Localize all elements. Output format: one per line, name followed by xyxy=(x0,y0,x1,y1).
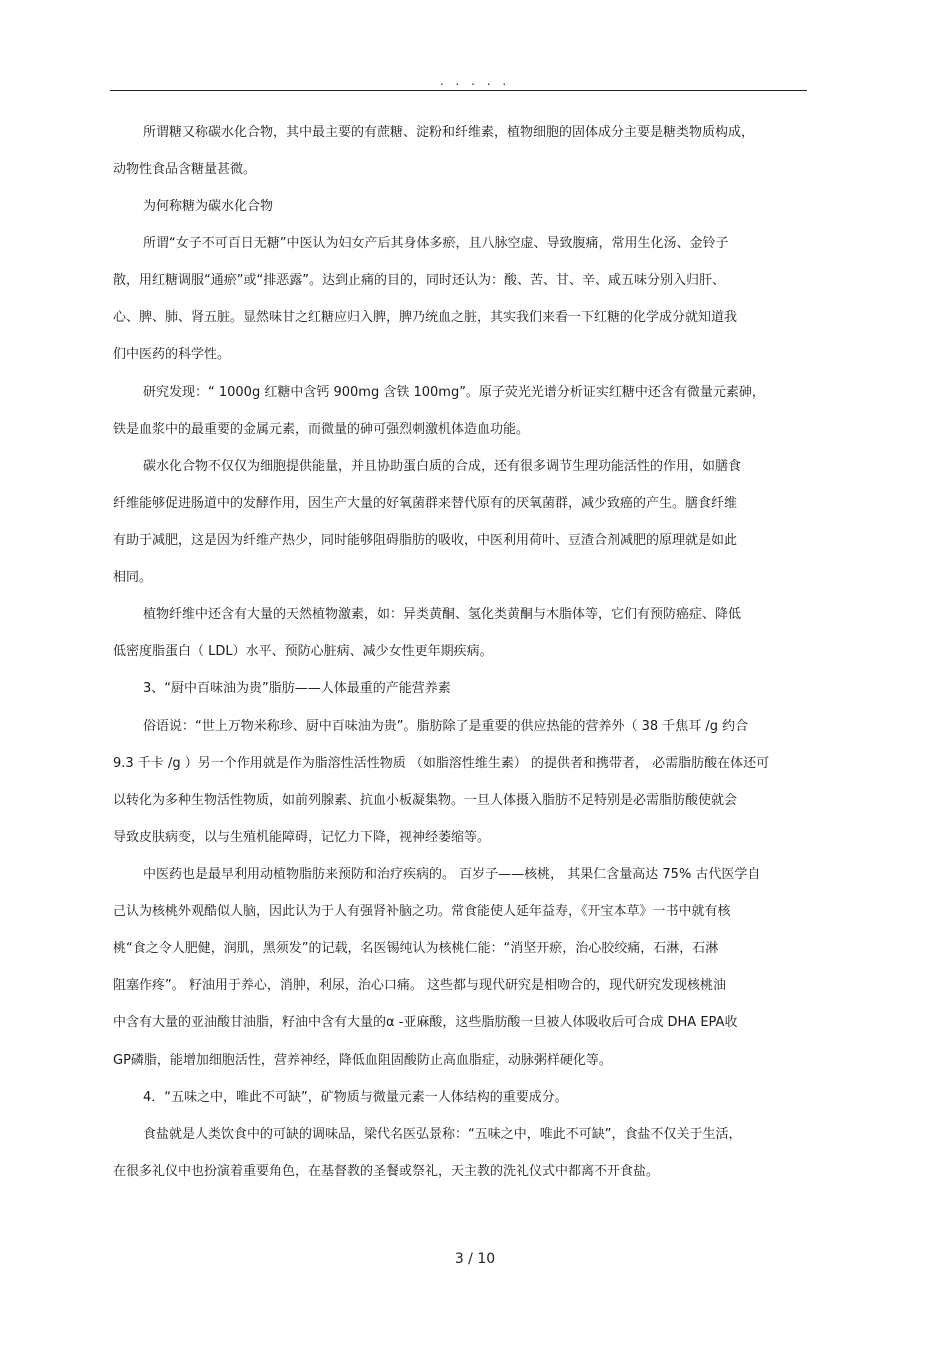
text-line: 相同。 xyxy=(113,570,153,585)
text-line: 有助于减肥，这是因为纤维产热少，同时能够阻碍脂肪的吸收，中医利用荷叶、豆渣合剂减肥的原理就是如此 xyxy=(113,533,738,548)
text-line: 铁是血浆中的最重要的金属元素，而微量的砷可强烈刺激机体造血功能。 xyxy=(113,422,530,437)
section-heading: 4．“五味之中，唯此不可缺”，矿物质与微量元素一人体结构的重要成分。 xyxy=(143,1090,568,1105)
text-line: 中医药也是最早利用动植物脂肪来预防和治疗疾病的。 百岁子——核桃， 其果仁含量高达 75% 古代医学自 xyxy=(143,867,761,882)
text-line: 们中医药的科学性。 xyxy=(113,347,231,362)
page-header-dots: . . . . . xyxy=(439,74,511,88)
text-line: 以转化为多种生物活性物质，如前列腺素、抗血小板凝集物。一旦人体摄入脂肪不足特别是必需脂肪酸使就会 xyxy=(113,793,738,808)
text-line: 纤维能够促进肠道中的发酵作用，因生产大量的好氧菌群来替代原有的厌氧菌群，减少致癌的产生。膳食纤维 xyxy=(113,496,738,511)
text-line: 研究发现：“ 1000g 红糖中含钙 900mg 含铁 100mg”。原子荧光光谱分析证实红糖中还含有微量元素砷， xyxy=(143,385,765,400)
section-heading: 3、“厨中百味油为贵”脂肪——人体最重的产能营养素 xyxy=(143,681,451,696)
text-line: GP磷脂，能增加细胞活性，营养神经，降低血阻固酸防止高血脂症，动脉粥样硬化等。 xyxy=(113,1053,612,1068)
text-line: 所谓“女子不可百日无糖”中医认为妇女产后其身体多瘀，且八脉空虚、导致腹痛，常用生化汤、金铃子 xyxy=(143,236,729,251)
text-line: 所谓糖又称碳水化合物，其中最主要的有蔗糖、淀粉和纤维素，植物细胞的固体成分主要是糖类物质构成， xyxy=(143,125,755,140)
text-line: 己认为核桃外观酷似人脑，因此认为于人有强肾补脑之功。常食能使人延年益寿，《开宝本草》一书中就有核 xyxy=(113,904,731,919)
text-line: 中含有大量的亚油酸甘油脂，籽油中含有大量的α -亚麻酸，这些脂肪酸一旦被人体吸收后可合成 DHA EPA收 xyxy=(113,1015,738,1030)
text-line: 心、脾、肺、肾五脏。显然味甘之红糖应归入脾，脾乃统血之脏，其实我们来看一下红糖的化学成分就知道我 xyxy=(113,310,738,325)
section-heading: 为何称糖为碳水化合物 xyxy=(143,199,274,214)
text-line: 植物纤维中还含有大量的天然植物激素，如：异类黄酮、氢化类黄酮与木脂体等，它们有预防癌症、降低 xyxy=(143,607,742,622)
text-line: 9.3 千卡 /g ）另一个作用就是作为脂溶性活性物质 （如脂溶性维生素） 的提供者和携带者， 必需脂肪酸在体还可 xyxy=(113,756,770,771)
text-line: 桃“食之令人肥健，润肌，黑须发”的记载，名医锡纯认为核桃仁能：“消坚开瘀，治心胶绞痛，石淋，石淋 xyxy=(113,941,719,956)
text-line: 在很多礼仪中也扮演着重要角色，在基督教的圣餐或祭礼，天主教的洗礼仪式中都离不开食盐。 xyxy=(113,1164,660,1179)
text-line: 导致皮肤病变，以与生殖机能障碍，记忆力下降，视神经萎缩等。 xyxy=(113,830,491,845)
text-line: 散，用红糖调服“通瘀”或“排恶露”。达到止痛的目的，同时还认为：酸、苦、甘、辛、咸五味分别入归肝、 xyxy=(113,273,725,288)
text-line: 碳水化合物不仅仅为细胞提供能量，并且协助蛋白质的合成，还有很多调节生理功能活性的作用，如膳食 xyxy=(143,459,742,474)
text-line: 低密度脂蛋白（ LDL）水平、预防心脏病、减少女性更年期疾病。 xyxy=(113,644,493,659)
text-line: 阻塞作疼”。 籽油用于养心，消肿，利尿，治心口痛。 这些都与现代研究是相吻合的，现代研究发现核桃油 xyxy=(113,978,727,993)
text-line: 俗语说：“世上万物米称珍、厨中百味油为贵”。脂肪除了是重要的供应热能的营养外（ 38 千焦耳 /g 约合 xyxy=(143,719,749,734)
text-line: 食盐就是人类饮食中的可缺的调味品，梁代名医弘景称：“五味之中，唯此不可缺”，食盐不仅关于生活， xyxy=(143,1127,742,1142)
text-line: 动物性食品含糖量甚微。 xyxy=(113,162,257,177)
page-number: 3 / 10 xyxy=(454,1251,496,1267)
header-rule xyxy=(110,90,807,91)
